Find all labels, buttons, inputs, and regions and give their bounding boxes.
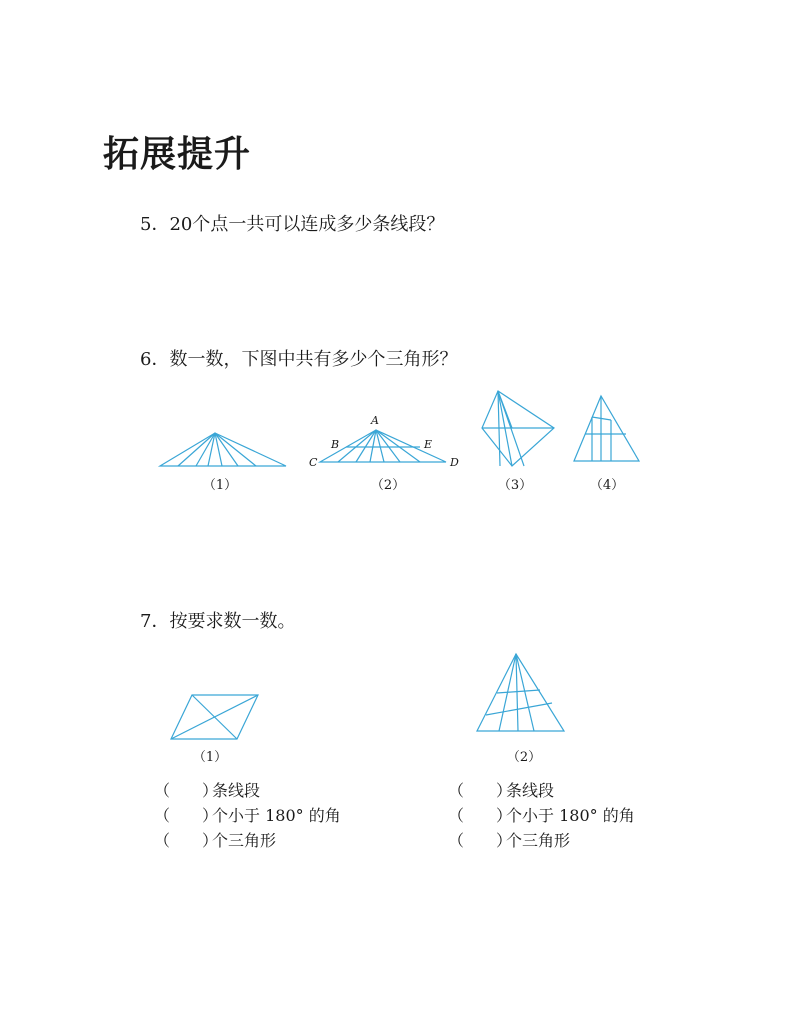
fig6-1-lines <box>160 433 286 466</box>
fig6-4-lines <box>574 396 639 461</box>
question-6: 6．数一数，下图中共有多少个三角形？ <box>140 349 458 370</box>
answer-blank[interactable]: （ ） <box>154 806 219 825</box>
answer-label: 条线段 <box>506 781 555 800</box>
answer-label: 个三角形 <box>212 831 277 850</box>
question-7: 7．按要求数一数。 <box>140 611 296 632</box>
fig6-4-caption: （4） <box>589 478 625 493</box>
answer-blank[interactable]: （ ） <box>448 806 513 825</box>
answer-label: 个小于 180° 的角 <box>506 806 635 825</box>
fig6-3-caption: （3） <box>497 478 533 493</box>
question-5: 5．20个点一共可以连成多少条线段？ <box>140 214 445 235</box>
right-answer-angles <box>448 803 635 826</box>
fig6-2-caption: （2） <box>370 478 406 493</box>
fig6-3-lines <box>482 391 554 466</box>
answer-label: 条线段 <box>212 781 261 800</box>
point-A-label: A <box>371 414 379 427</box>
point-D-label: D <box>450 456 459 469</box>
answer-label: 个三角形 <box>506 831 571 850</box>
left-answer-segments <box>154 778 260 801</box>
right-answer-segments <box>448 778 554 801</box>
point-B-label: B <box>331 438 340 451</box>
answer-blank[interactable]: （ ） <box>154 831 219 850</box>
fig7-2-caption: （2） <box>506 750 542 765</box>
answer-label: 个小于 180° 的角 <box>212 806 341 825</box>
fig7-1-lines <box>171 695 258 739</box>
fig7-1-caption: （1） <box>192 750 228 765</box>
answer-blank[interactable]: （ ） <box>448 831 513 850</box>
section-title: 拓展提升 <box>103 134 252 175</box>
fig6-1-caption: （1） <box>202 478 238 493</box>
left-answer-triangles <box>154 828 276 851</box>
point-E-label: E <box>424 438 433 451</box>
fig7-2-lines <box>477 654 564 731</box>
answer-blank[interactable]: （ ） <box>448 781 513 800</box>
left-answer-angles <box>154 803 341 826</box>
right-answer-triangles <box>448 828 570 851</box>
answer-blank[interactable]: （ ） <box>154 781 219 800</box>
point-C-label: C <box>309 456 318 469</box>
